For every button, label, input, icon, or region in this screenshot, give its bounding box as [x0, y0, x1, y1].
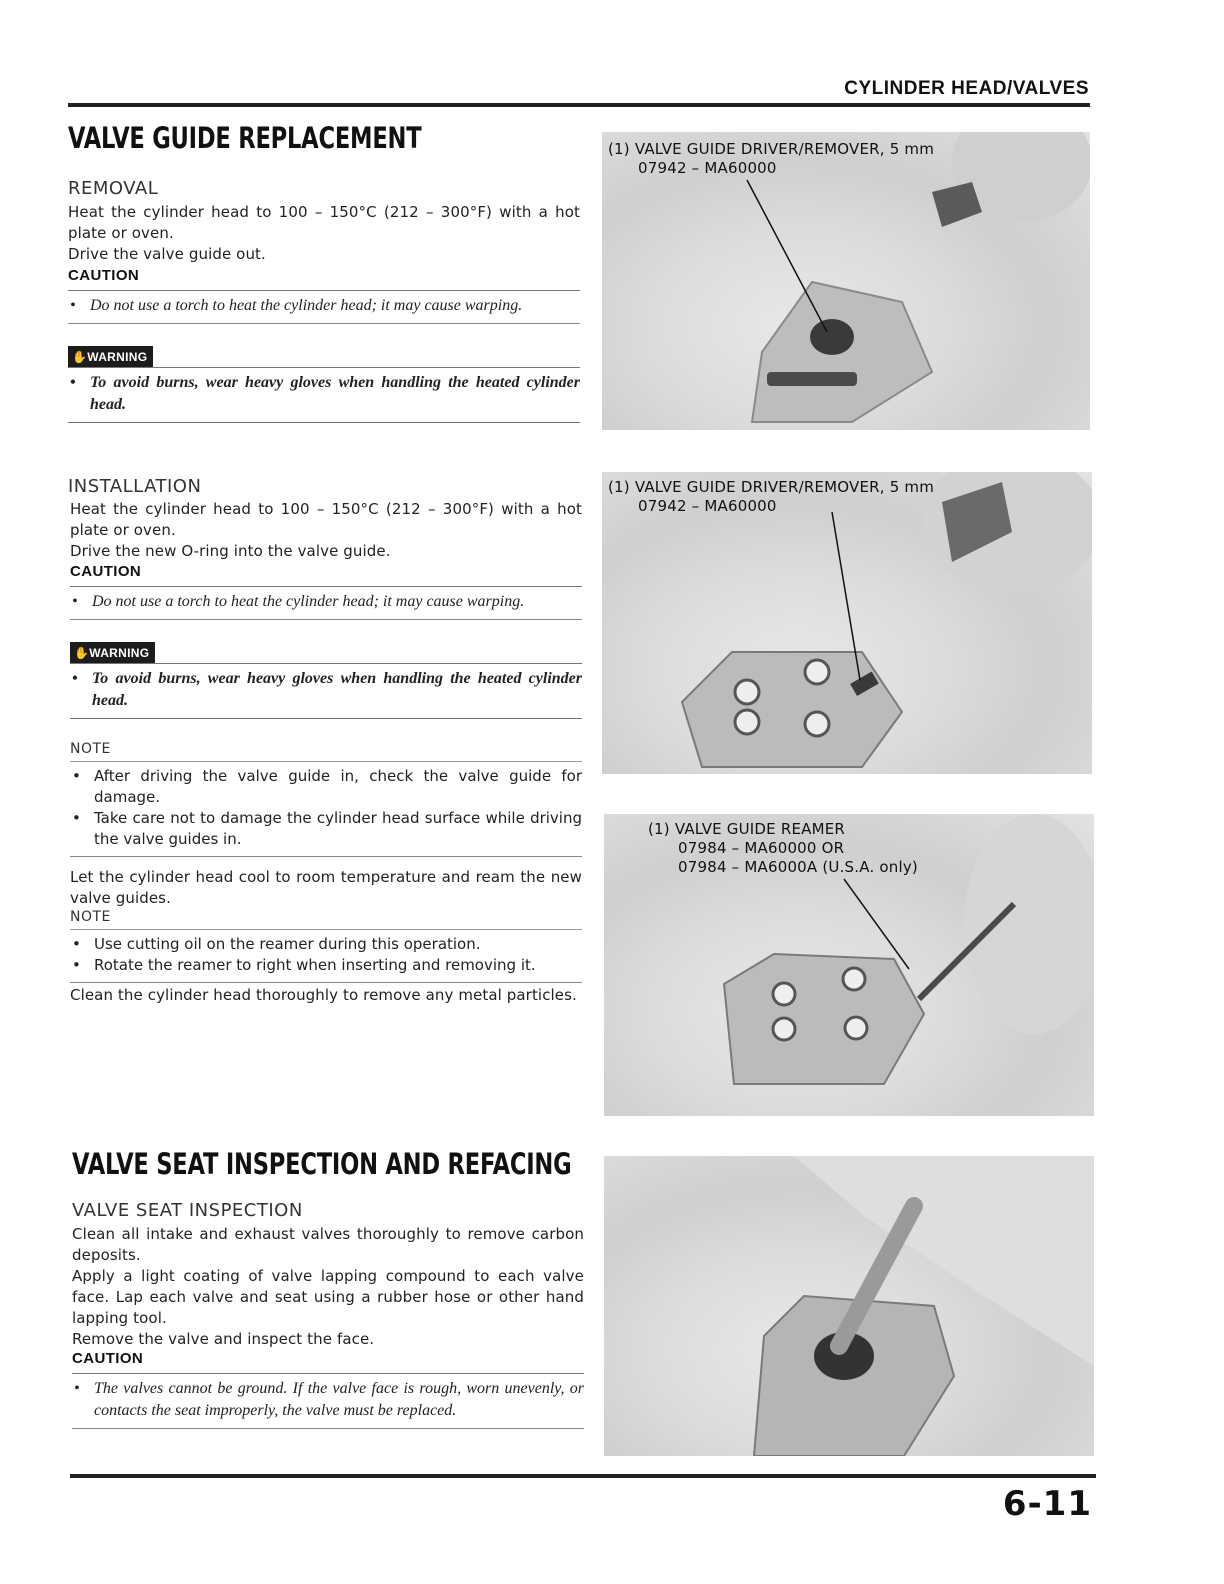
figure-1-callout — [608, 140, 934, 178]
removal-paragraph-2: Drive the valve guide out. — [68, 245, 266, 263]
valve-guide-bore — [810, 319, 854, 355]
removal-warning-badge — [68, 346, 153, 367]
installation-note-box — [70, 761, 582, 857]
bullet-icon: • — [72, 935, 81, 953]
installation-caution-box — [70, 586, 582, 620]
bolt-hole — [805, 660, 829, 684]
bullet-icon: • — [72, 593, 78, 610]
figure-3-callout-line3: 07984 – MA6000A (U.S.A. only) — [678, 858, 918, 876]
valve-seat-paragraph-2: Apply a light coating of valve lapping compound to each valve face. Lap each valve and seat using a rubber hose or other hand lapping tool. — [72, 1267, 584, 1327]
valve-seat-caution-box — [72, 1373, 584, 1429]
hand-warning-icon: ✋ — [72, 350, 88, 364]
installation-paragraph-3: Let the cylinder head cool to room temperature and ream the new valve guides. — [70, 868, 582, 907]
note-text: Rotate the reamer to right when inserting and removing it. — [94, 956, 536, 974]
bullet-icon: • — [70, 297, 76, 314]
removal-block — [68, 202, 580, 423]
bolt-hole — [773, 1018, 795, 1040]
bolt-hole — [735, 680, 759, 704]
installation-warning — [70, 642, 582, 719]
figure-4-illustration — [604, 1156, 1094, 1456]
removal-warning-rule — [68, 367, 580, 368]
figure-2-callout — [608, 478, 934, 516]
installation-caution-text: Do not use a torch to heat the cylinder head; it may cause warping. — [92, 593, 525, 610]
figure-1-callout-line2: 07942 – MA60000 — [638, 159, 777, 177]
gasket-slot — [767, 372, 857, 386]
valve-seat-caution-text: The valves cannot be ground. If the valve face is rough, worn unevenly, or contacts the seat improperly, the valve must be replaced. — [94, 1380, 584, 1419]
running-header: CYLINDER HEAD/VALVES — [844, 78, 1089, 99]
removal-caution-label: CAUTION — [68, 267, 140, 284]
installation-paragraph-2: Drive the new O-ring into the valve guide. — [70, 542, 391, 560]
footer-rule — [70, 1474, 1096, 1478]
bolt-hole — [773, 983, 795, 1005]
installation-caution-item — [70, 591, 582, 613]
header-rule — [68, 103, 1090, 107]
installation-warning-badge — [70, 642, 155, 663]
installation-warning-item — [70, 668, 582, 712]
figure-2-callout-line1: (1) VALVE GUIDE DRIVER/REMOVER, 5 mm — [608, 478, 935, 496]
valve-seat-caution-label: CAUTION — [72, 1350, 144, 1367]
removal-caution-item — [68, 295, 580, 317]
figure-valve-guide-reaming — [604, 814, 1094, 1116]
note-text: Use cutting oil on the reamer during this operation. — [94, 935, 481, 953]
valve-seat-paragraph-1: Clean all intake and exhaust valves thoroughly to remove carbon deposits. — [72, 1225, 584, 1264]
bullet-icon: • — [72, 809, 81, 827]
section-title-valve-seat: VALVE SEAT INSPECTION AND REFACING — [72, 1147, 572, 1181]
figure-3-callout-line1: (1) VALVE GUIDE REAMER — [648, 820, 846, 838]
removal-caution-text: Do not use a torch to heat the cylinder head; it may cause warping. — [90, 297, 523, 314]
cylinder-head-shape — [724, 954, 924, 1084]
note-text: After driving the valve guide in, check the valve guide for damage. — [94, 767, 582, 806]
figure-valve-guide-removal — [602, 132, 1090, 430]
cylinder-head-shape — [682, 652, 902, 767]
hand-warning-icon: ✋ — [74, 646, 90, 660]
figure-2-illustration — [602, 472, 1092, 774]
installation-note2-box — [70, 929, 582, 983]
bullet-icon: • — [72, 956, 81, 974]
installation-block — [70, 499, 582, 1006]
removal-warning-text: To avoid burns, wear heavy gloves when handling the heated cylinder head. — [90, 374, 580, 413]
installation-note-label: NOTE — [70, 741, 111, 757]
callout-leader — [844, 879, 909, 969]
note-item — [70, 766, 582, 808]
removal-caution-box — [68, 290, 580, 324]
valve-seat-caution-item — [72, 1378, 584, 1422]
installation-paragraph-1: Heat the cylinder head to 100 – 150°C (212 – 300°F) with a hot plate or oven. — [70, 500, 582, 539]
installation-note2-label: NOTE — [70, 909, 111, 925]
figure-2-callout-line2: 07942 – MA60000 — [638, 497, 777, 515]
note-item — [70, 808, 582, 850]
bullet-icon: • — [72, 767, 81, 785]
bolt-hole — [845, 1017, 867, 1039]
installation-caution-label: CAUTION — [70, 563, 142, 580]
figure-valve-guide-installation — [602, 472, 1092, 774]
removal-paragraph-1: Heat the cylinder head to 100 – 150°C (212 – 300°F) with a hot plate or oven. — [68, 203, 580, 242]
valve-seat-block — [72, 1224, 584, 1429]
installation-warning-text: To avoid burns, wear heavy gloves when handling the heated cylinder head. — [92, 670, 582, 709]
removal-heading: REMOVAL — [68, 178, 159, 199]
bullet-icon: • — [72, 670, 78, 687]
removal-warning — [68, 346, 580, 423]
page-number: 6-11 — [1002, 1484, 1092, 1524]
installation-warning-label: WARNING — [89, 646, 150, 660]
installation-heading: INSTALLATION — [68, 476, 202, 497]
note-text: Take care not to damage the cylinder head surface while driving the valve guides in. — [94, 809, 582, 848]
removal-warning-rule-bottom — [68, 422, 580, 423]
section-title-valve-guide: VALVE GUIDE REPLACEMENT — [68, 121, 422, 155]
installation-paragraph-4: Clean the cylinder head thoroughly to remove any metal particles. — [70, 986, 577, 1004]
installation-warning-rule — [70, 663, 582, 664]
bolt-hole — [805, 712, 829, 736]
figure-3-callout-line2: 07984 – MA60000 OR — [678, 839, 845, 857]
bullet-icon: • — [70, 374, 76, 391]
valve-seat-paragraph-3: Remove the valve and inspect the face. — [72, 1330, 375, 1348]
callout-leader — [747, 180, 827, 332]
figure-valve-lapping — [604, 1156, 1094, 1456]
removal-warning-item — [68, 372, 580, 416]
bolt-hole — [843, 968, 865, 990]
figure-1-callout-line1: (1) VALVE GUIDE DRIVER/REMOVER, 5 mm — [608, 140, 935, 158]
bolt-hole — [735, 710, 759, 734]
note-item — [70, 934, 582, 955]
figure-3-callout — [648, 820, 918, 877]
note-item — [70, 955, 582, 976]
valve-seat-heading: VALVE SEAT INSPECTION — [72, 1200, 303, 1221]
bullet-icon: • — [74, 1380, 80, 1397]
hand-shape — [964, 814, 1094, 1034]
installation-warning-rule-bottom — [70, 718, 582, 719]
removal-warning-label: WARNING — [87, 350, 148, 364]
